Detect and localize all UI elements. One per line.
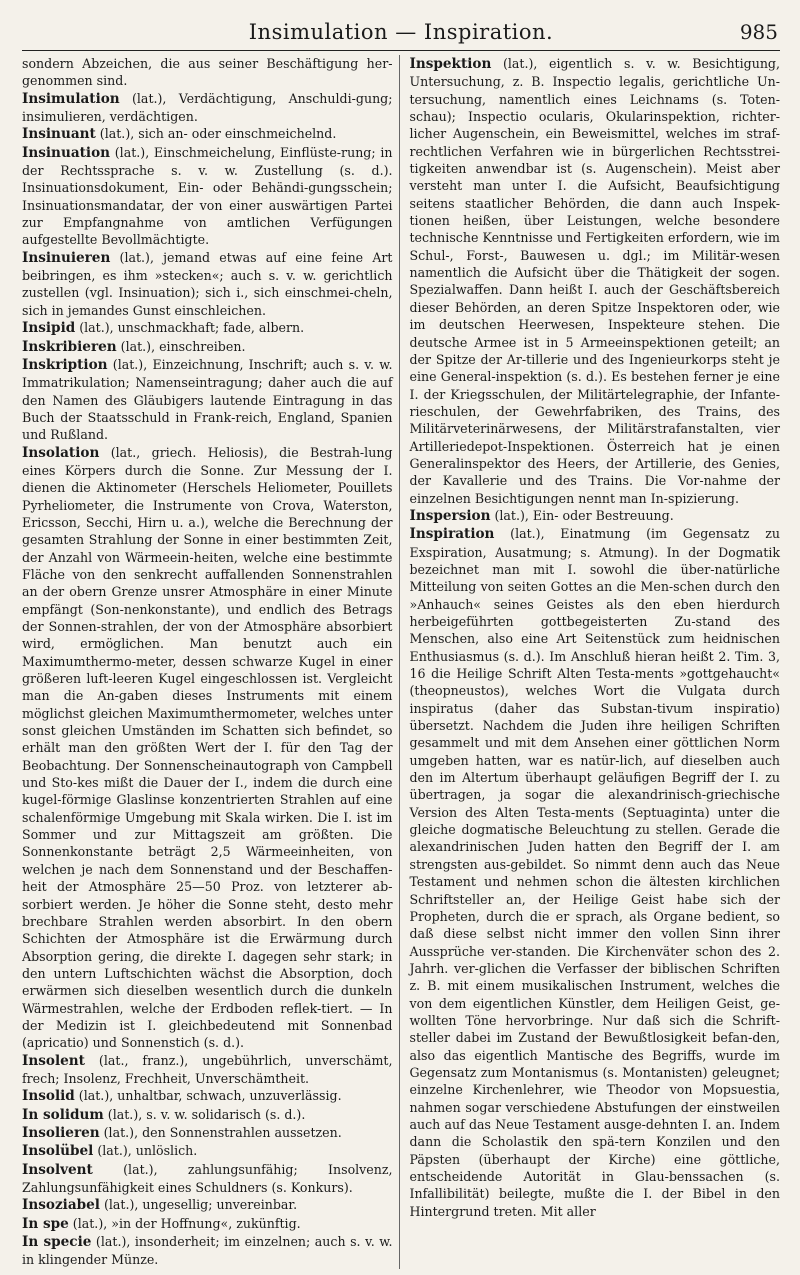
entry-text: (lat.), Ein- oder Bestreuung. [490, 507, 674, 523]
entry-insolübel [22, 1142, 393, 1160]
entry-text: (lat.), insonderheit; im einzelnen; auch s. v. w. in klingender Münze. [22, 1234, 393, 1268]
entry-text: (lat.), unschmackhaft; fade, albern. [75, 320, 305, 336]
entry-insolid [22, 1087, 393, 1105]
entry-inskribieren [22, 338, 393, 356]
entry-headword: Inspersion [409, 507, 491, 524]
entry-insolvent [22, 1161, 393, 1197]
entry-insipid [22, 319, 393, 337]
entry-insolation [22, 444, 393, 1052]
entry-text: (lat.), jemand etwas auf eine feine Art beibringen, es ihm »stecken«; auch s. v. w. gerichtlich zustellen (vgl. Insinuation); sich i., sich einschmei-cheln, sich in jemandes Gunst einschleichen. [22, 249, 393, 318]
entry-headword: Insolübel [22, 1143, 94, 1160]
text-columns [22, 55, 780, 1269]
entry-headword: Inskription [22, 356, 108, 373]
entry-inspiration [410, 525, 781, 1220]
entry-headword: In specie [22, 1234, 92, 1251]
entry-text: (lat.), unlöslich. [93, 1143, 198, 1159]
entry-text: (lat., franz.), ungebührlich, unverschämt, frech; Insolenz, Frechheit, Unverschämtheit. [22, 1052, 393, 1086]
entry-text: sondern Abzeichen, die aus seiner Beschäftigung her-genommen sind. [22, 56, 393, 89]
entry-insolieren [22, 1124, 393, 1142]
left-column [22, 55, 400, 1269]
page-header [22, 14, 780, 51]
entry-in-spe [22, 1215, 393, 1233]
right-column [410, 55, 781, 1269]
entry-inspersion [410, 507, 781, 525]
entry-text: (lat.), Einzeichnung, Inschrift; auch s. v. w. Immatrikulation; Namenseintragung; daher auch die auf den Namen des Gläubigers lautende Eintragung in das Buch der Staatsschuld in Frank-reich, England, Spanien und Rußland. [22, 356, 393, 443]
entry-insinuieren [22, 249, 393, 319]
entry-continuation [22, 55, 393, 90]
entry-text: (lat.), unhaltbar, schwach, unzuverlässig. [74, 1088, 342, 1104]
entry-headword: Insoziabel [22, 1197, 100, 1214]
entry-text: (lat.), Einschmeichelung, Einflüste-rung; in der Rechtssprache s. v. w. Zustellung (s. d.). Insinuationsdokument, Ein- oder Behändi-gungsschein; Insinuationsmandatar, der von einer auswärtigen Partei zur Empfangnahme von amtlichen Verfügungen aufgestellte Bevollmächtigte. [22, 144, 393, 248]
entry-text: (lat.), s. v. w. solidarisch (s. d.). [103, 1106, 306, 1122]
entry-text: (lat.), »in der Hoffnung«, zukünftig. [68, 1215, 301, 1231]
running-title: Insimulation — Inspiration. [248, 20, 554, 44]
entry-headword: Insimulation [22, 90, 120, 107]
entry-insinuation [22, 144, 393, 249]
entry-headword: Inspektion [409, 56, 492, 72]
entry-headword: Insinuieren [22, 249, 111, 266]
entry-text: (lat., griech. Heliosis), die Bestrah-lung eines Körpers durch die Sonne. Zur Messung der I. dienen die Aktinometer (Herschels Heliometer, Pouillets Pyrheliometer, die Instrumente von Crova, Waterston, Ericsson, Secchi, Hirn u. a.), welche die Berechnung der gesamten Strahlung der Sonne in einer bestimmten Zeit, der Anzahl von Wärmeein-heiten, welche eine bestimmte Fläche von den senkrecht auffallenden Sonnenstrahlen an der obern Grenze unsrer Atmosphäre in einer Minute empfängt (Son-nenkonstante), und endlich des Betrags der Sonnen-strahlen, der von der Atmosphäre absorbiert wird, ermöglichen. Man benutzt auch ein Maximumthermo-meter, dessen schwarze Kugel in einer größeren luft-leeren Kugel eingeschlossen ist. Vergleicht man die An-gaben dieses Instruments mit einem möglichst gleichen Maximumthermometer, welches unter sonst gleichen Umständen im Schatten sich befindet, so erhält man den größten Wert der I. für den Tag der Beobachtung. Der Sonnenscheinautograph von Campbell und Sto-kes mißt die Dauer der I., indem die durch eine kugel-förmige Glaslinse konzentrierten Strahlen auf eine schalenförmige Umgebung mit Skala wirken. Die I. ist im Sommer und zur Mittagszeit am größten. Die Sonnenkonstante beträgt 2,5 Wärmeeinheiten, von welchen je nach dem Sonnenstand und der Beschaffen-heit der Atmosphäre 25—50 Proz. von letzterer ab-sorbiert werden. Je höher die Sonne steht, desto mehr brechbare Strahlen werden absorbirt. In den obern Schichten der Atmosphäre ist die Erwärmung durch Absorption gering, die direkte I. dagegen sehr stark; in den untern Luftschichten wächst die Absorption, doch erwärmen sich dieselben wesentlich durch die dunkeln Wärmestrahlen, welche der Erdboden reflek-tiert. — In der Medizin ist I. gleichbedeutend mit Sonnenbad (apricatio) und Sonnenstich (s. d.). [22, 444, 393, 1051]
entry-headword: Insipid [22, 320, 76, 337]
entry-headword: Inskribieren [22, 338, 117, 355]
entry-text: (lat.), einschreiben. [116, 338, 246, 354]
entry-in-specie [22, 1233, 393, 1269]
entry-text: (lat.), zahlungsunfähig; Insolvenz, Zahlungsunfähigkeit eines Schuldners (s. Konkurs). [22, 1161, 393, 1195]
entry-headword: Insolation [22, 444, 100, 461]
page-number: 985 [739, 20, 778, 44]
entry-insoziabel [22, 1196, 393, 1214]
entry-headword: In spe [22, 1215, 69, 1232]
entry-inspektion [410, 55, 781, 507]
entry-text: (lat.), sich an- oder einschmeichelnd. [95, 126, 337, 142]
entry-headword: Insinuation [22, 144, 111, 161]
entry-headword: Insolid [22, 1088, 75, 1105]
entry-headword: Insinuant [22, 126, 96, 143]
entry-in-solidum [22, 1106, 393, 1124]
entry-text: (lat.), den Sonnenstrahlen aussetzen. [99, 1124, 342, 1140]
entry-text: (lat.), ungesellig; unvereinbar. [99, 1197, 298, 1213]
entry-inskription [22, 356, 393, 444]
entry-headword: Insolieren [22, 1124, 100, 1141]
entry-text: (lat.), Einatmung (im Gegensatz zu Exspiration, Ausatmung; s. Atmung). In der Dogmatik bezeichnet man mit I. sowohl die über-natürliche Mitteilung von seiten Gottes an die Men-schen durch den »Anhauch« seines Geistes als den eben hierdurch herbeigeführten gottbegeisterten Zu-stand des Menschen, also eine Art Seitenstück zum heidnischen Enthusiasmus (s. d.). Im Anschluß hieran heißt 2. Tim. 3, 16 die Heilige Schrift Alten Testa-ments »gottgehaucht« (theopneustos), welches Wort die Vulgata durch inspiratus (daher das Substan-tivum inspiratio) übersetzt. Nachdem die Juden ihre heiligen Schriften gesammelt und mit dem Ansehen einer göttlichen Norm umgeben hatten, war es natür-lich, auf dieselben auch den im Altertum überhaupt geläufigen Begriff der I. zu übertragen, ja sogar die alexandrinisch-griechische Version des Alten Testa-ments (Septuaginta) unter die gleiche dogmatische Beleuchtung zu stellen. Gerade die alexandrinischen Juden hatten den Begriff der I. am strengsten aus-gebildet. So nimmt denn auch das Neue Testament und nehmen schon die ältesten kirchlichen Schriftsteller an, der Heilige Geist habe sich der Propheten, durch die er sprach, als Organe bedient, so daß diese selbst nicht immer den vollen Sinn ihrer Aussprüche ver-standen. Die Kirchenväter schon des 2. Jahrh. ver-glichen die Verfasser der biblischen Schriften z. B. mit einem musikalischen Instrument, welches die von dem eigentlichen Künstler, dem Heiligen Geist, ge-wollten Töne hervorbringe. Nur daß sich die Schrift-steller dabei im Zustand der Bewußtlosigkeit befan-den, also das eigentlich Mantische des Begriffs, wurde im Gegensatz zum Montanismus (s. Montanisten) geleugnet; einzelne Kirchenlehrer, wie Theodor von Mopsuestia, nahmen sogar verschiedene Abstufungen der einstweilen auch auf das Neue Testament ausge-dehnten I. an. Indem dann die Scholastik den spä-tern Konzilen und den Päpsten (überhaupt der Kirche) eine göttliche, entscheidende Autorität in Glau-benssachen (s. Infallibilität) beilegte, mußte die I. der Bibel in den Hintergrund treten. Mit aller [409, 526, 780, 1219]
entry-headword: Insolent [22, 1052, 85, 1069]
entry-headword: Insolvent [22, 1161, 93, 1178]
entry-insimulation [22, 90, 393, 126]
entry-headword: In solidum [22, 1106, 104, 1123]
entry-headword: Inspiration [409, 526, 495, 543]
entry-insolent [22, 1052, 393, 1088]
entry-text: (lat.), Verdächtigung, Anschuldi-gung; insimulieren, verdächtigen. [22, 90, 393, 125]
entry-insinuant [22, 125, 393, 143]
entry-text: (lat.), eigentlich s. v. w. Besichtigung, Untersuchung, z. B. Inspectio legalis, gerichtliche Un-tersuchung, namentlich eines Leichnams (s. Toten-schau); Inspectio ocularis, Okularinspektion, richter-licher Augenschein, ein Beweismittel, welches im straf-rechtlichen Verfahren wie in bürgerlichen Rechtsstrei-tigkeiten anwendbar ist (s. Augenschein). Meist aber versteht man unter I. die Aufsicht, Beaufsichtigung seitens staatlicher Behörden, die dann auch Inspek-tionen heißen, über Leistungen, welche besondere technische Kenntnisse und Fertigkeiten erfordern, wie im Schul-, Forst-, Bauwesen u. dgl.; im Militär-wesen namentlich die Aufsicht über die Thätigkeit der sogen. Spezialwaffen. Dann heißt I. auch der Geschäftsbereich dieser Behörden, an deren Spitze Inspektoren oder, wie im deutschen Heerwesen, Inspekteure stehen. Die deutsche Armee ist in 5 Armeeinspektionen geteilt; an der Spitze der Ar-tillerie und des Ingenieurkorps steht je eine General-inspektion (s. d.). Es bestehen ferner je eine I. der Kriegsschulen, der Militärtelegraphie, der Infante-rieschulen, der Gewehrfabriken, des Trains, des Militärveterinärwesens, der Militärstrafanstalten, vier Artilleriedepot-Inspektionen. Österreich hat je einen Generalinspektor des Heers, der Artillerie, des Genies, der Kavallerie und des Trains. Die Vor-nahme der einzelnen Besichtigungen nennt man In-spizierung. [409, 56, 780, 506]
